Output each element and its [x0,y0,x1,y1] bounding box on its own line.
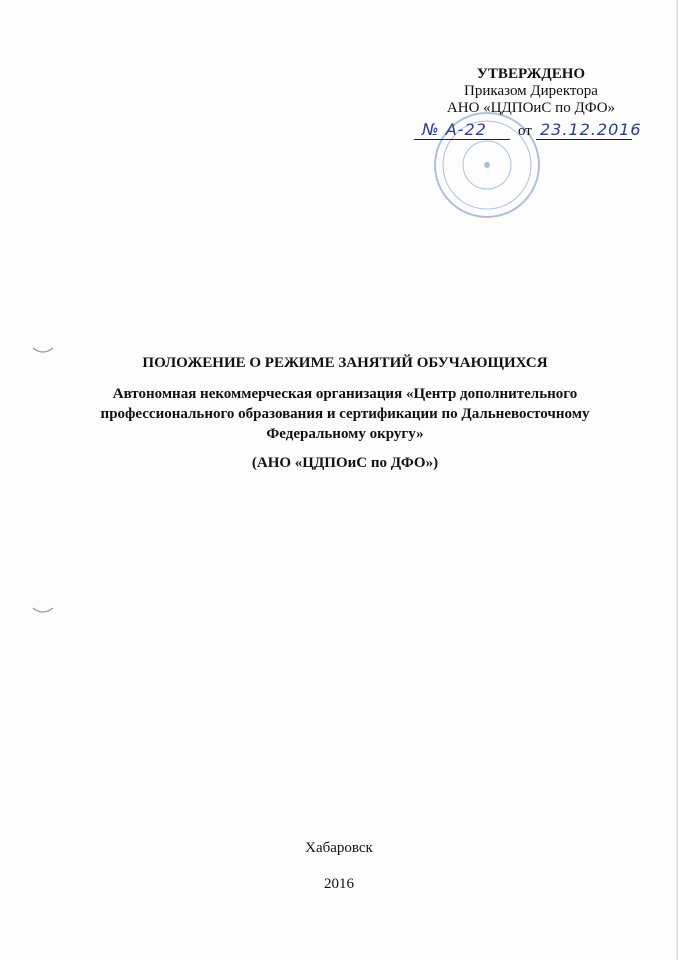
document-title: ПОЛОЖЕНИЕ О РЕЖИМЕ ЗАНЯТИЙ ОБУЧАЮЩИХСЯ [142,355,548,371]
order-number-handwritten: № А-22 [422,120,487,139]
from-label: от [518,123,532,139]
order-by-director: Приказом Директора [464,83,598,99]
order-number-underline [414,139,510,140]
binder-hole-mark [32,606,54,616]
order-date-underline [536,139,632,140]
org-short-name: АНО «ЦДПОиС по ДФО» [446,100,616,116]
city: Хабаровск [305,840,373,856]
organization-abbreviation: (АНО «ЦДПОиС по ДФО») [251,455,439,471]
approved-label: УТВЕРЖДЕНО [476,66,586,82]
organization-full-name: Автономная некоммерческая организация «Центр дополнительного профессионального образования и сертификации по Дальневосточному Федеральному округу» [100,386,590,442]
order-number-line [412,120,642,142]
order-date-handwritten: 23.12.2016 [540,120,642,139]
binder-hole-mark [32,346,54,356]
title-block [60,354,630,472]
year: 2016 [324,876,354,892]
approval-block [400,66,662,117]
